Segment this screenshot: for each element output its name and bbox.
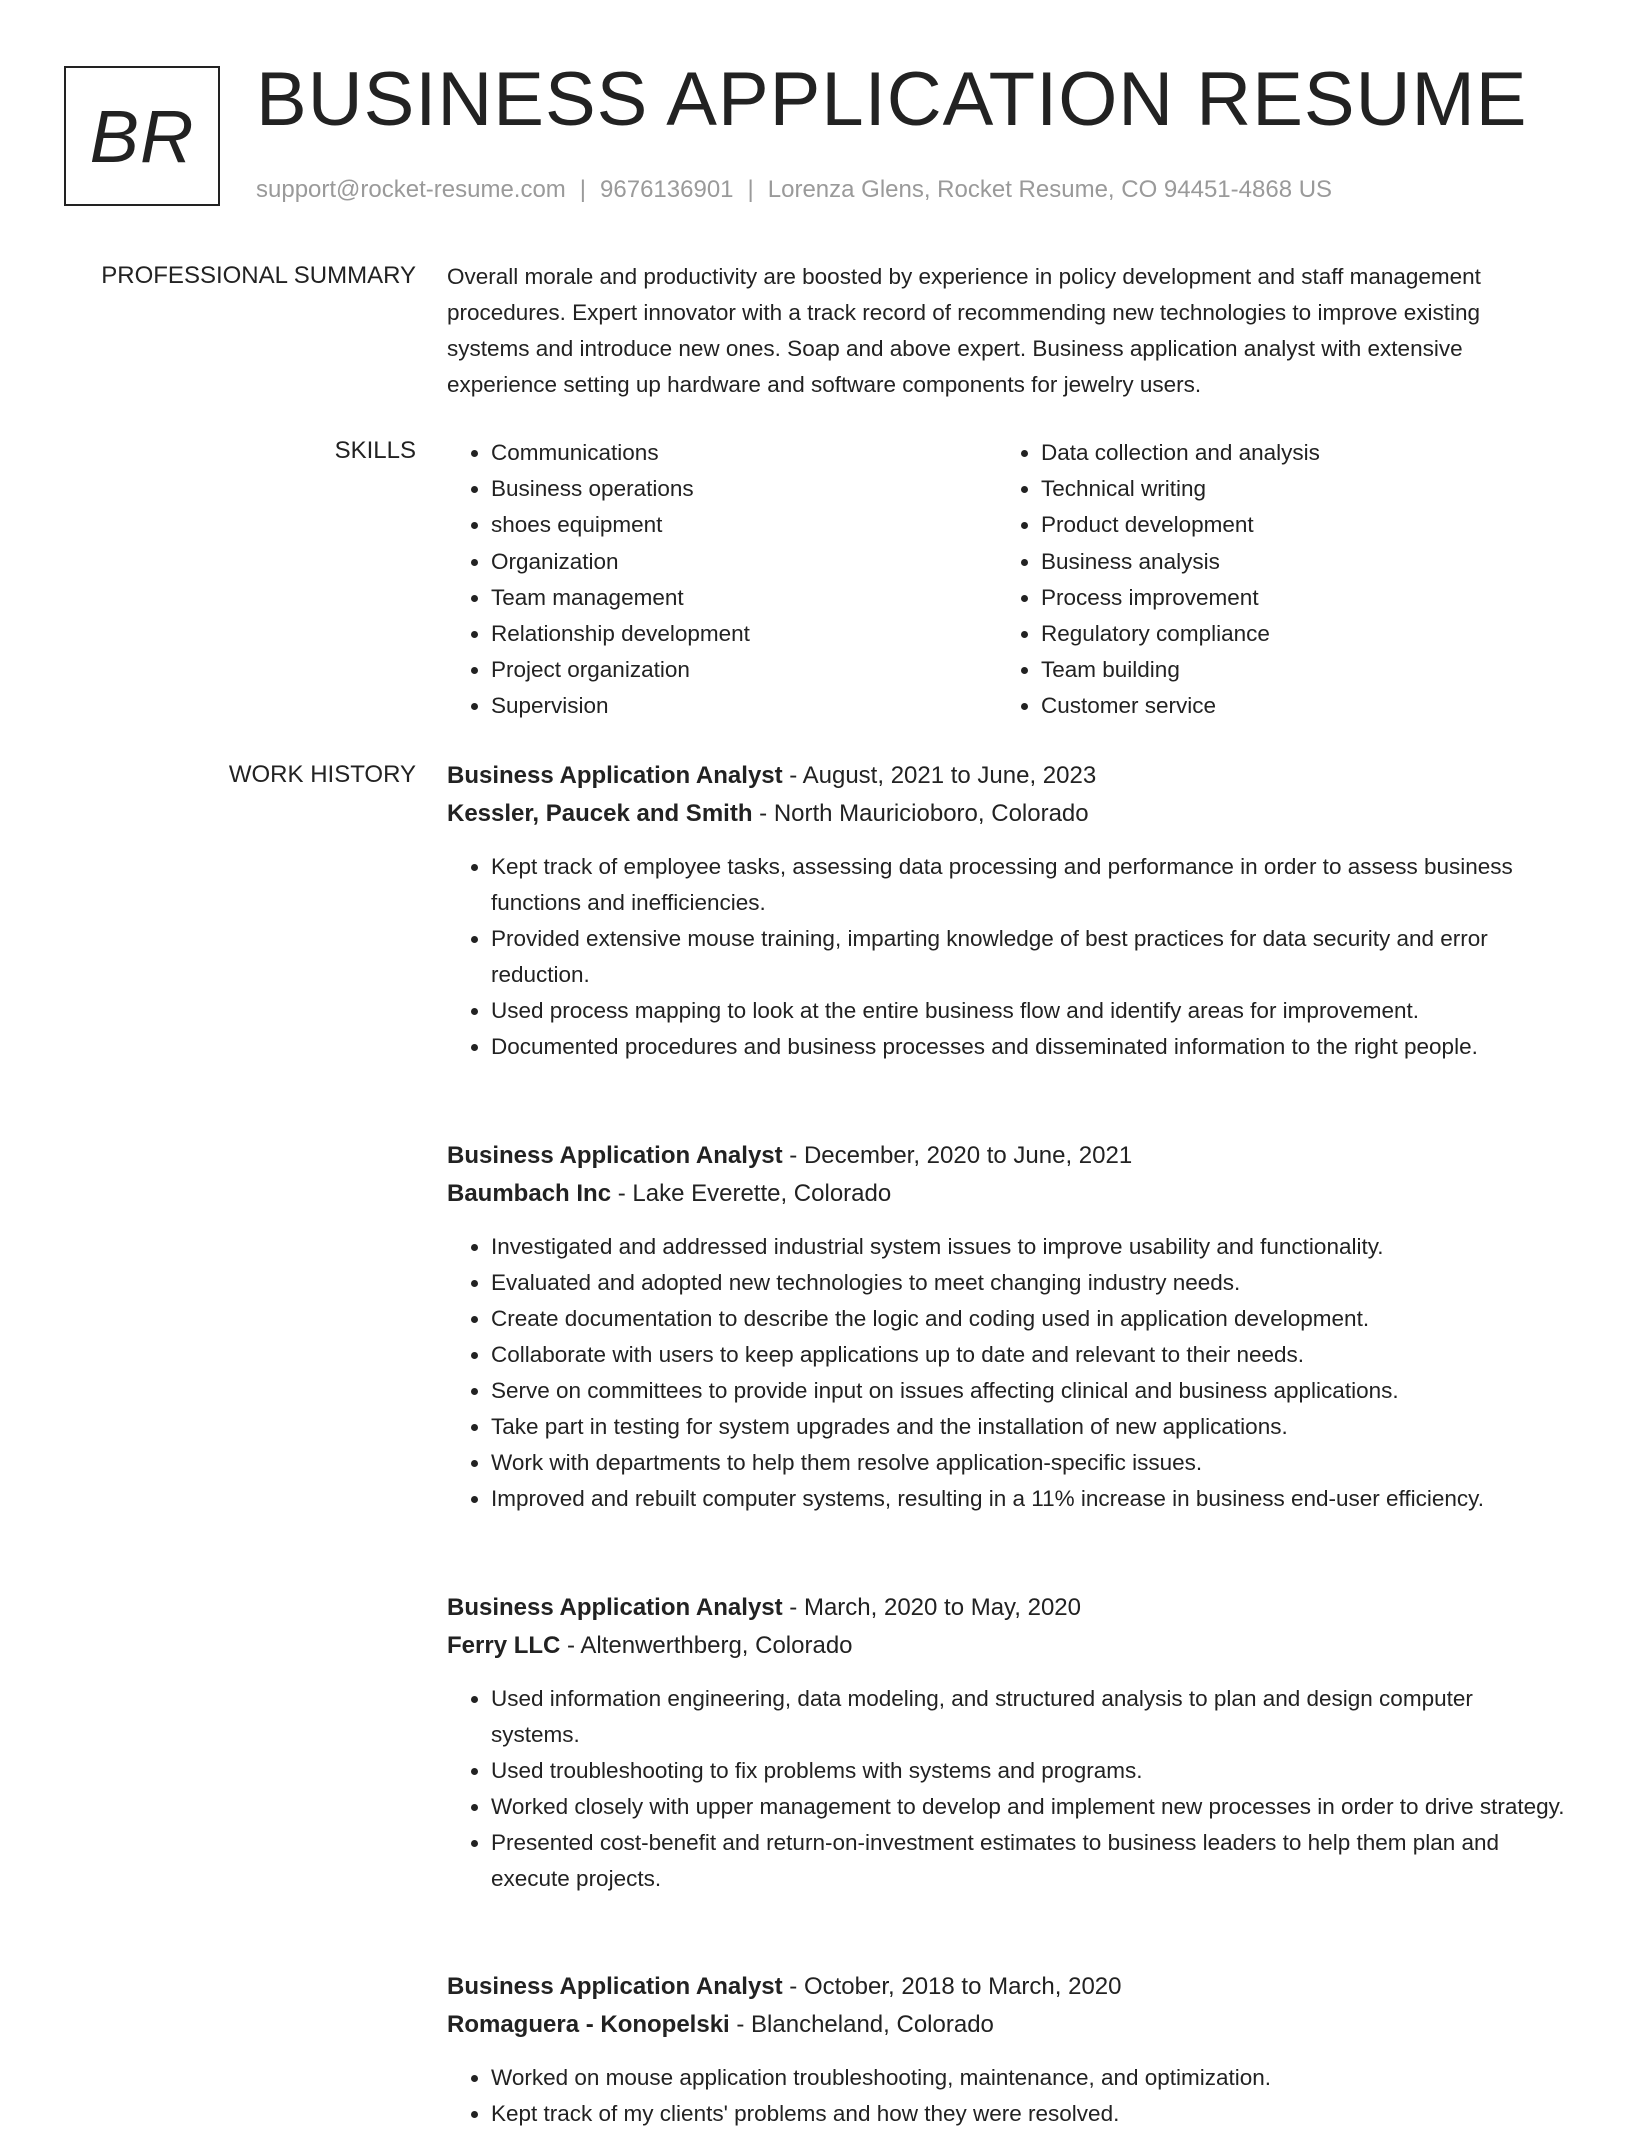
job-company-line xyxy=(447,1627,1567,1665)
skill-item: • Regulatory compliance xyxy=(1041,616,1547,652)
job-bullet: • Take part in testing for system upgrades and the installation of new applications. xyxy=(491,1409,1567,1445)
skill-item: • shoes equipment xyxy=(491,507,997,543)
job-bullet: • Presented cost-benefit and return-on-investment estimates to business leaders to help them plan and execute projects. xyxy=(491,1825,1567,1897)
job-bullets xyxy=(447,1229,1567,1517)
job-bullet: • Work with departments to help them resolve application-specific issues. xyxy=(491,1445,1567,1481)
job-dates: - October, 2018 to March, 2020 xyxy=(789,1973,1122,2000)
skill-item: • Team building xyxy=(1041,652,1547,688)
job-bullet: • Create documentation to describe the logic and coding used in application development. xyxy=(491,1301,1567,1337)
job-bullet: • Kept track of my clients' problems and how they were resolved. xyxy=(491,2096,1567,2132)
skill-item: • Organization xyxy=(491,544,997,580)
contact-separator: | xyxy=(579,176,587,203)
job-company: Ferry LLC xyxy=(447,1632,561,1659)
job-entry xyxy=(447,1137,1567,1517)
job-company-line xyxy=(447,795,1567,833)
job-title: Business Application Analyst xyxy=(447,762,783,789)
job-title-line xyxy=(447,757,1567,795)
summary-text: Overall morale and productivity are boosted by experience in policy development and staff management procedures. Expert innovator with a track record of recommending new technologies to improve existing systems and introduce new ones. Soap and above expert. Business application analyst with extensive experience setting up hardware and software components for jewelry users. xyxy=(447,264,1481,397)
job-bullet: • Worked on mouse application troubleshooting, maintenance, and optimization. xyxy=(491,2060,1567,2096)
contact-line xyxy=(256,176,1332,204)
job-bullet: • Used information engineering, data modeling, and structured analysis to plan and design computer systems. xyxy=(491,1681,1567,1753)
job-company: Kessler, Paucek and Smith xyxy=(447,800,753,827)
job-dates: - December, 2020 to June, 2021 xyxy=(789,1142,1133,1169)
skill-item: • Technical writing xyxy=(1041,471,1547,507)
monogram-logo: BR xyxy=(64,66,220,206)
job-entry xyxy=(447,1589,1567,1897)
skills-list-right xyxy=(997,435,1547,725)
job-title-line xyxy=(447,1968,1567,2006)
job-dates: - March, 2020 to May, 2020 xyxy=(789,1594,1081,1621)
skill-item: • Supervision xyxy=(491,688,997,724)
skills-block xyxy=(447,435,1547,725)
section-label-skills: SKILLS xyxy=(334,437,416,464)
skill-item: • Relationship development xyxy=(491,616,997,652)
job-company-line xyxy=(447,1175,1567,1213)
skill-item: • Customer service xyxy=(1041,688,1547,724)
page-title: BUSINESS APPLICATION RESUME xyxy=(256,57,1528,142)
job-company: Baumbach Inc xyxy=(447,1180,612,1207)
job-entry xyxy=(447,1968,1567,2132)
skill-item: • Communications xyxy=(491,435,997,471)
job-title-line xyxy=(447,1589,1567,1627)
skill-item: • Business operations xyxy=(491,471,997,507)
job-location: - North Mauricioboro, Colorado xyxy=(759,800,1089,827)
job-company: Romaguera - Konopelski xyxy=(447,2011,730,2038)
job-bullet: • Investigated and addressed industrial system issues to improve usability and functionality. xyxy=(491,1229,1567,1265)
section-label-work-history: WORK HISTORY xyxy=(228,761,416,788)
contact-separator: | xyxy=(747,176,754,203)
job-title: Business Application Analyst xyxy=(447,1594,783,1621)
job-bullet: • Worked closely with upper management to develop and implement new processes in order to drive strategy. xyxy=(491,1789,1567,1825)
job-company-line xyxy=(447,2006,1567,2044)
job-entry xyxy=(447,757,1567,1065)
job-bullets xyxy=(447,849,1567,1065)
job-bullet: • Collaborate with users to keep applications up to date and relevant to their needs. xyxy=(491,1337,1567,1373)
job-bullet: • Serve on committees to provide input on issues affecting clinical and business applications. xyxy=(491,1373,1567,1409)
job-location: - Blancheland, Colorado xyxy=(736,2011,994,2038)
skills-list-left xyxy=(447,435,997,725)
job-bullet: • Kept track of employee tasks, assessing data processing and performance in order to assess business functions and inefficiencies. xyxy=(491,849,1567,921)
job-bullet: • Used process mapping to look at the entire business flow and identify areas for improvement. xyxy=(491,993,1567,1029)
job-bullets xyxy=(447,1681,1567,1897)
job-location: - Lake Everette, Colorado xyxy=(617,1180,892,1207)
job-title: Business Application Analyst xyxy=(447,1973,783,2000)
contact-address: Lorenza Glens, Rocket Resume, CO 94451-4868 US xyxy=(767,176,1333,203)
skill-item: • Product development xyxy=(1041,507,1547,543)
job-dates: - August, 2021 to June, 2023 xyxy=(789,762,1097,789)
job-bullet: • Evaluated and adopted new technologies to meet changing industry needs. xyxy=(491,1265,1567,1301)
skill-item: • Process improvement xyxy=(1041,580,1547,616)
job-bullet: • Improved and rebuilt computer systems, resulting in a 11% increase in business end-user efficiency. xyxy=(491,1481,1567,1517)
skill-item: • Data collection and analysis xyxy=(1041,435,1547,471)
summary-block xyxy=(447,259,1567,403)
skill-item: • Business analysis xyxy=(1041,544,1547,580)
job-location: - Altenwerthberg, Colorado xyxy=(567,1632,853,1659)
contact-phone[interactable]: 9676136901 xyxy=(600,176,734,203)
job-bullet: • Used troubleshooting to fix problems with systems and programs. xyxy=(491,1753,1567,1789)
contact-email[interactable]: support@rocket-resume.com xyxy=(256,176,566,203)
skill-item: • Project organization xyxy=(491,652,997,688)
skill-item: • Team management xyxy=(491,580,997,616)
job-bullets xyxy=(447,2060,1567,2132)
job-bullet: • Provided extensive mouse training, imparting knowledge of best practices for data security and error reduction. xyxy=(491,921,1567,993)
section-label-summary: PROFESSIONAL SUMMARY xyxy=(101,262,416,289)
job-bullet: • Documented procedures and business processes and disseminated information to the right people. xyxy=(491,1029,1567,1065)
job-title-line xyxy=(447,1137,1567,1175)
job-title: Business Application Analyst xyxy=(447,1142,783,1169)
